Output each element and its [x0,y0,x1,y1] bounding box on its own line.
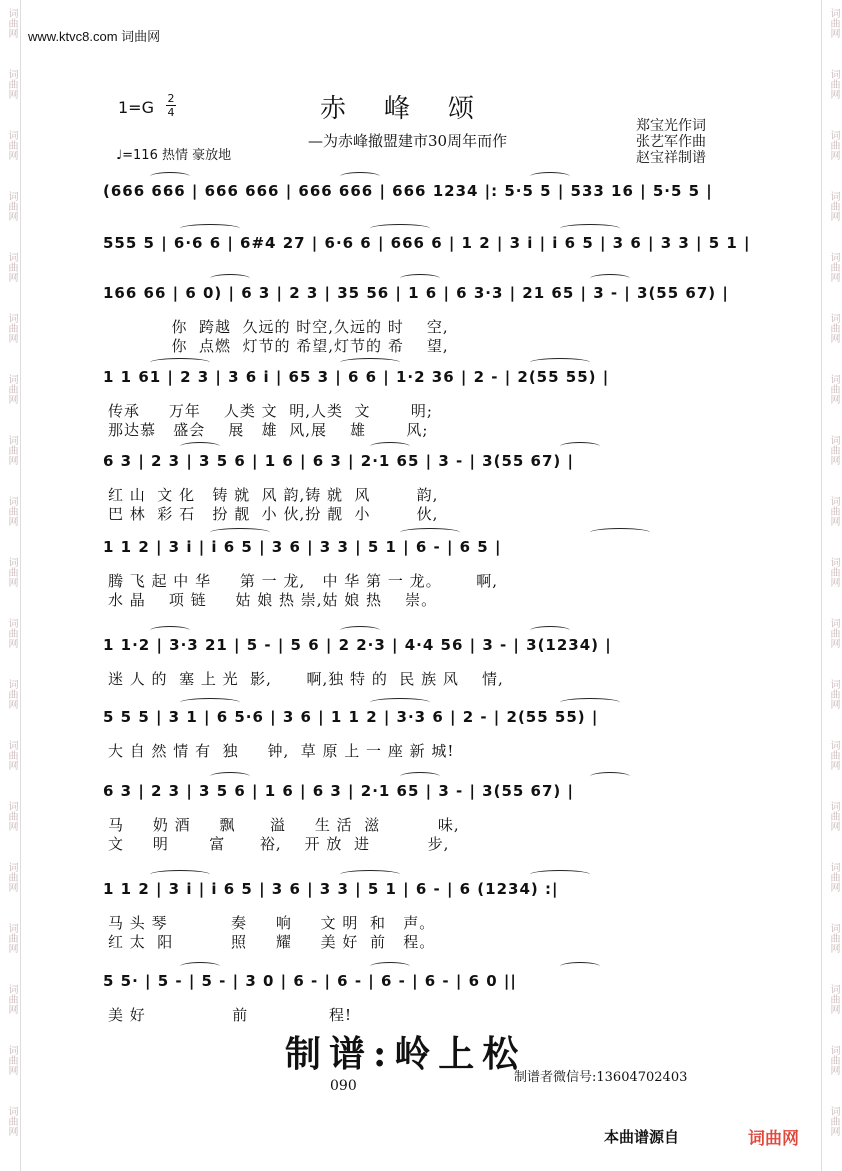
notation-line: 1 1 2 | 3 i | i 6 5 | 3 6 | 3 3 | 5 1 | 6 - | 6 5 | [103,538,502,556]
watermark-text: 词曲网 [828,374,839,404]
watermark-text: 词曲网 [6,435,17,465]
notation-line: 6 3 | 2 3 | 3 5 6 | 1 6 | 6 3 | 2·1 65 | 3 - | 3(55 67) | [103,782,574,800]
source-label: 本曲谱源自 [604,1128,680,1146]
slur-mark [340,172,380,181]
slur-mark [150,358,210,367]
slur-mark [370,962,410,971]
signature: 制谱:岭上松 [285,1033,527,1075]
slur-mark [590,772,630,781]
source-site-link[interactable]: 词曲网 [748,1129,799,1149]
watermark-text: 词曲网 [828,252,839,282]
slur-mark [560,698,620,707]
wechat-contact: 制谱者微信号:13604702403 [514,1070,688,1085]
watermark-text: 词曲网 [828,557,839,587]
slur-mark [210,274,250,283]
slur-mark [530,626,570,635]
time-signature-top: 2 [167,92,175,105]
slur-mark [340,626,380,635]
slur-mark [180,962,220,971]
lyric-line: 美 好 前 程! [108,1006,353,1024]
slur-mark [180,224,240,233]
watermark-text: 词曲网 [6,8,17,38]
lyric-line: 传承 万年 人类 文 明,人类 文 明; [108,402,433,420]
notation-line: 1 1·2 | 3·3 21 | 5 - | 5 6 | 2 2·3 | 4·4 56 | 3 - | 3(1234) | [103,636,612,654]
notation-line: 5 5· | 5 - | 5 - | 3 0 | 6 - | 6 - | 6 - | 6 - | 6 0 || [103,972,517,990]
watermark-text: 词曲网 [828,740,839,770]
watermark-text: 词曲网 [6,496,17,526]
watermark-text: 词曲网 [828,69,839,99]
page-number: 090 [330,1078,357,1094]
lyric-line: 你 跨越 久远的 时空,久远的 时 空, [108,318,449,336]
watermark-text: 词曲网 [828,8,839,38]
slur-mark [400,274,440,283]
slur-mark [150,626,190,635]
watermark-text: 词曲网 [828,496,839,526]
watermark-text: 词曲网 [828,435,839,465]
watermark-text: 词曲网 [6,1106,17,1136]
slur-mark [560,224,620,233]
slur-mark [530,172,570,181]
watermark-text: 词曲网 [828,923,839,953]
slur-mark [590,528,650,537]
watermark-text: 词曲网 [6,69,17,99]
slur-mark [210,772,250,781]
notation-line: 1 1 61 | 2 3 | 3 6 i | 65 3 | 6 6 | 1·2 36 | 2 - | 2(55 55) | [103,368,610,386]
credits [636,118,706,166]
watermark-text: 词曲网 [6,862,17,892]
notation-line: 1 1 2 | 3 i | i 6 5 | 3 6 | 3 3 | 5 1 | 6 - | 6 (1234) :| [103,880,559,898]
slur-mark [560,442,600,451]
notation-line: 6 3 | 2 3 | 3 5 6 | 1 6 | 6 3 | 2·1 65 | 3 - | 3(55 67) | [103,452,574,470]
watermark-text: 词曲网 [6,557,17,587]
watermark-text: 词曲网 [6,252,17,282]
lyric-line: 腾 飞 起 中 华 第 一 龙, 中 华 第 一 龙。 啊, [108,572,498,590]
watermark-text: 词曲网 [6,1045,17,1075]
slur-mark [340,870,400,879]
slur-mark [590,274,630,283]
notation-line: (666 666 | 666 666 | 666 666 | 666 1234 |: 5·5 5 | 533 16 | 5·5 5 | [103,182,713,200]
slur-mark [560,962,600,971]
notation-line: 5 5 5 | 3 1 | 6 5·6 | 3 6 | 1 1 2 | 3·3 6 | 2 - | 2(55 55) | [103,708,599,726]
slur-mark [370,224,430,233]
lyric-line: 文 明 富 裕, 开 放 进 步, [108,835,450,853]
watermark-text: 词曲网 [828,801,839,831]
notation-line: 166 66 | 6 0) | 6 3 | 2 3 | 35 56 | 1 6 | 6 3·3 | 21 65 | 3 - | 3(55 67) | [103,284,729,302]
watermark-text: 词曲网 [828,618,839,648]
watermark-text: 词曲网 [828,1045,839,1075]
lyric-line: 马 头 琴 奏 响 文 明 和 声。 [108,914,436,932]
slur-mark [340,358,400,367]
lyric-line: 迷 人 的 塞 上 光 影, 啊,独 特 的 民 族 风 情, [108,670,504,688]
song-title: 赤峰颂 [320,94,513,124]
watermark-text: 词曲网 [828,191,839,221]
watermark-text: 词曲网 [6,801,17,831]
slur-mark [530,358,590,367]
watermark-text: 词曲网 [828,984,839,1014]
slur-mark [210,528,270,537]
slur-mark [150,870,210,879]
watermark-text: 词曲网 [828,130,839,160]
slur-mark [150,172,190,181]
notation-line: 555 5 | 6·6 6 | 6#4 27 | 6·6 6 | 666 6 | 1 2 | 3 i | i 6 5 | 3 6 | 3 3 | 5 1 | [103,234,751,252]
lyric-line: 马 奶 酒 飘 溢 生 活 滋 味, [108,816,460,834]
time-signature-bottom: 4 [167,106,175,119]
watermark-text: 词曲网 [828,313,839,343]
time-signature [166,93,176,118]
watermark-text: 词曲网 [6,740,17,770]
slur-mark [400,528,460,537]
lyric-line: 水 晶 项 链 姑 娘 热 崇,姑 娘 热 崇。 [108,591,438,609]
lyric-line: 巴 林 彩 石 扮 靓 小 伙,扮 靓 小 伙, [108,505,439,523]
watermark-text: 词曲网 [828,1106,839,1136]
watermark-text: 词曲网 [6,679,17,709]
lyric-line: 红 太 阳 照 耀 美 好 前 程。 [108,933,436,951]
watermark-text: 词曲网 [6,130,17,160]
lyric-line: 你 点燃 灯节的 希望,灯节的 希 望, [108,337,449,355]
lyric-line: 那达慕 盛会 展 雄 风,展 雄 风; [108,421,429,439]
lyric-line: 大 自 然 情 有 独 钟, 草 原 上 一 座 新 城! [108,742,455,760]
watermark-text: 词曲网 [6,313,17,343]
slur-mark [180,442,220,451]
watermark-text: 词曲网 [6,923,17,953]
watermark-text: 词曲网 [828,679,839,709]
watermark-text: 词曲网 [6,191,17,221]
slur-mark [180,698,240,707]
watermark-text: 词曲网 [828,862,839,892]
site-url[interactable]: www.ktvc8.com 词曲网 [28,29,161,44]
arranger-credit: 赵宝祥制谱 [636,150,706,166]
lyricist-credit: 郑宝光作词 [636,118,706,134]
watermark-text: 词曲网 [6,618,17,648]
watermark-text: 词曲网 [6,984,17,1014]
key-signature: 1=G [118,98,154,117]
watermark-text: 词曲网 [6,374,17,404]
slur-mark [370,698,430,707]
tempo-marking: ♩=116 热情 豪放地 [116,148,232,163]
slur-mark [400,772,440,781]
song-subtitle: —为赤峰撤盟建市30周年而作 [308,132,508,150]
lyric-line: 红 山 文 化 铸 就 风 韵,铸 就 风 韵, [108,486,439,504]
slur-mark [530,870,590,879]
slur-mark [370,442,410,451]
composer-credit: 张艺军作曲 [636,134,706,150]
